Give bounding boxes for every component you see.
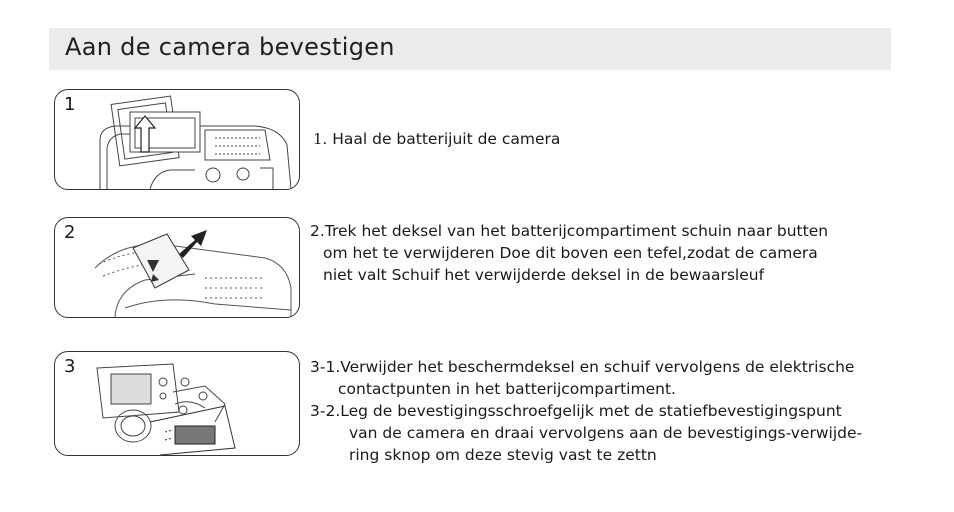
battery-cover-illustration — [55, 218, 299, 317]
step-3-line-1: 3-1.Verwijder het beschermdeksel en schuif vervolgens de elektrische — [310, 358, 855, 376]
page-title: Aan de camera bevestigen — [65, 33, 395, 61]
step-3-line-3: 3-2.Leg de bevestigingsschroefgelijk met de statiefbevestigingspunt — [310, 402, 842, 420]
step-2-text — [310, 220, 828, 286]
step-2-line-2: om het te verwijderen Doe dit boven een tefel,zodat de camera — [323, 244, 818, 262]
battery-removal-illustration — [55, 90, 299, 189]
figure-step-2 — [54, 217, 300, 318]
grip-attach-illustration — [55, 352, 299, 455]
figure-step-3 — [54, 351, 300, 456]
figure-number: 2 — [64, 222, 76, 243]
section-header — [49, 28, 891, 70]
step-1-line-1: Haal de batterijuit de camera — [332, 130, 561, 148]
step-3-line-4: van de camera en draai vervolgens aan de bevestigings-verwijde- — [349, 424, 863, 442]
step-3-line-2: contactpunten in het batterijcompartiment. — [338, 380, 676, 398]
step-3-text — [310, 356, 862, 466]
step-2-line-3: niet valt Schuif het verwijderde deksel in de bewaarsleuf — [323, 266, 765, 284]
figure-number: 3 — [64, 356, 76, 377]
step-2-line-1: 2.Trek het deksel van het batterijcompartiment schuin naar butten — [310, 222, 829, 240]
step-3-line-5: ring sknop om deze stevig vast te zettn — [349, 446, 657, 464]
step-1-text — [313, 128, 560, 150]
figure-step-1 — [54, 89, 300, 190]
step-1-number: 1. — [313, 130, 328, 148]
figure-number: 1 — [64, 94, 76, 115]
